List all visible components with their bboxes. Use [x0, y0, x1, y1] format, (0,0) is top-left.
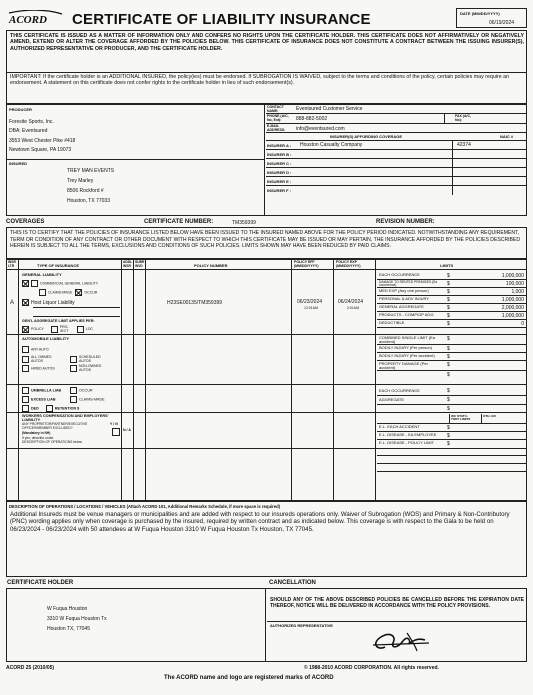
- limit-row: [377, 272, 526, 280]
- col-rule: [7, 260, 19, 500]
- insurer-row: [266, 177, 526, 186]
- limit-label: E.L. DISEASE - EA EMPLOYEE: [379, 432, 437, 437]
- umb-occur-checkbox[interactable]: [70, 387, 77, 394]
- agg-policy-label: POLICY: [31, 326, 44, 331]
- limit-row: [377, 320, 526, 328]
- umb-claims-checkbox[interactable]: [70, 396, 77, 403]
- limit-row: [377, 312, 526, 320]
- contact-name-label: CONTACT NAME:: [267, 105, 284, 113]
- disclaimer-box: [6, 30, 527, 104]
- gl-claims-row: [39, 289, 121, 296]
- auto-owned-row: [22, 355, 72, 363]
- insurer-label: INSURER E :: [267, 179, 292, 184]
- certificate-holder-label: CERTIFICATE HOLDER: [7, 580, 74, 586]
- cancellation-label: CANCELLATION: [269, 580, 316, 586]
- limit-value: 1,000,000: [501, 297, 524, 303]
- agg-loc-checkbox[interactable]: [77, 326, 84, 333]
- th-eff: POLICY EFF (MM/DD/YYYY): [294, 260, 319, 268]
- wc-limits: [377, 412, 526, 448]
- col-rule: [122, 260, 134, 500]
- limit-dollar: $: [447, 346, 450, 352]
- certificate-number-label: CERTIFICATE NUMBER:: [144, 219, 214, 225]
- coverages-label: COVERAGES: [6, 219, 45, 225]
- limit-row: [377, 396, 526, 405]
- holder-divider: [7, 589, 266, 661]
- extra-limits: [377, 448, 526, 500]
- limit-dollar: $: [447, 372, 450, 378]
- umbrella-checkbox[interactable]: [22, 387, 29, 394]
- limit-dollar: $: [447, 313, 450, 319]
- th-exp: POLICY EXP (MM/DD/YYYY): [336, 260, 361, 268]
- th-policy: POLICY NUMBER: [194, 263, 228, 268]
- insurer-naic: [452, 177, 526, 185]
- th-type: TYPE OF INSURANCE: [37, 263, 80, 268]
- gl-underline: [33, 316, 120, 317]
- contact-phone-row: [266, 114, 526, 124]
- limit-dollar: $: [447, 336, 450, 342]
- limit-row: [377, 288, 526, 296]
- insured-line: Houston, TX 77033: [67, 198, 110, 204]
- limit-row: [377, 456, 526, 464]
- nonowned-autos-checkbox[interactable]: [70, 365, 77, 372]
- gl-eff-date: 06/23/2024: [297, 299, 323, 305]
- holder-line: W Fuqua Houston: [47, 606, 88, 612]
- limit-row: [377, 387, 526, 396]
- limit-label: BODILY INJURY (Per accident): [379, 353, 435, 358]
- gl-limits: [377, 270, 526, 334]
- wc-statu-label: WC STATU- TORY LIMITS: [451, 414, 471, 422]
- description-label: DESCRIPTION OF OPERATIONS / LOCATIONS / VEHICLES (Attach ACORD 101, Additional Remarks Schedule, if more space is required): [9, 504, 281, 509]
- gl-policy-number: H23SE00135/TM359399: [167, 300, 223, 306]
- signature-image: [367, 629, 437, 655]
- auto-scheduled-row: [70, 355, 120, 363]
- coverages-text: THIS IS TO CERTIFY THAT THE POLICIES OF INSURANCE LISTED BELOW HAVE BEEN ISSUED TO THE INSURED NAMED ABOVE FOR THE POLICY PERIOD INDICATED. NOTWITHSTANDING ANY REQUIREMENT, TERM OR CONDITION OF ANY CONTRACT OR OTHER DOCUMENT WITH RESPECT TO WHICH THIS CERTIFICATE MAY BE ISSUED OR MAY PERTAIN, THE INSURANCE AFFORDED BY THE POLICIES DESCRIBED HEREIN IS SUBJECT TO ALL THE TERMS, EXCLUSIONS AND CONDITIONS OF SUCH POLICIES. LIMITS SHOWN MAY HAVE BEEN REDUCED BY PAID CLAIMS.: [10, 230, 521, 249]
- gl-agg-label: GEN'L AGGREGATE LIMIT APPLIES PER:: [22, 319, 95, 323]
- limit-label: DEDUCTIBLE: [379, 320, 405, 325]
- wc-yn: Y / N: [110, 422, 118, 426]
- scheduled-autos-label: SCHEDULED AUTOS: [79, 355, 101, 363]
- col-rule: [146, 260, 292, 500]
- limit-dollar: $: [447, 397, 450, 403]
- limit-row: [377, 345, 526, 353]
- naic-label: NAIC #: [500, 134, 514, 139]
- occur-label: OCCUR: [84, 290, 98, 295]
- claims-made-label: CLAIMS-MADE: [48, 290, 73, 295]
- umbrella-label: UMBRELLA LIAB: [31, 388, 62, 393]
- contact-phone: 888-882-5002: [296, 116, 328, 122]
- limit-label: COMBINED SINGLE LIMIT (Ea accident): [379, 335, 435, 344]
- limit-label: BODILY INJURY (Per person): [379, 345, 433, 350]
- date-box: [456, 8, 527, 28]
- rep-divider: [267, 621, 526, 622]
- contact-name: Eventsured Customer Service: [296, 106, 363, 112]
- col-rule: [334, 260, 376, 500]
- holder-box: [6, 588, 527, 662]
- insurer-label: INSURER B :: [267, 152, 292, 157]
- insurer-label: INSURER D :: [267, 170, 292, 175]
- page-title: CERTIFICATE OF LIABILITY INSURANCE: [72, 11, 371, 28]
- excess-label: EXCESS LIAB: [31, 397, 56, 402]
- producer-label: PRODUCER: [9, 107, 32, 112]
- umb-occur-label: OCCUR: [79, 388, 93, 393]
- gl-exp-time: 2:01AM: [347, 306, 360, 310]
- limit-dollar: $: [447, 425, 450, 431]
- gl-agg-row: [22, 325, 120, 333]
- insured-line: 8506 Rockford #: [67, 188, 104, 194]
- limit-value: 1,000,000: [501, 273, 524, 279]
- parties-box: [6, 104, 527, 216]
- acord-logo-text: ACORD: [9, 14, 47, 26]
- gl-exp-date: 06/24/2024: [338, 299, 364, 305]
- limit-row: [377, 440, 526, 448]
- umb-row: [22, 387, 61, 394]
- revision-number-label: REVISION NUMBER:: [376, 219, 435, 225]
- owned-autos-label: ALL OWNED AUTOS: [31, 355, 52, 363]
- limit-label: E.L. DISEASE - POLICY LIMIT: [379, 440, 435, 445]
- limit-dollar: $: [447, 362, 450, 368]
- gl-checkbox[interactable]: [22, 280, 29, 287]
- limit-row: [377, 296, 526, 304]
- insured-label: INSURED: [9, 161, 28, 166]
- producer-line: 3553 West Chester Pike #418: [9, 138, 76, 144]
- limit-row: [377, 280, 526, 288]
- limit-label: EACH OCCURRENCE: [379, 272, 420, 277]
- host-liquor-checkbox[interactable]: [22, 299, 29, 306]
- insurer-row: [266, 186, 526, 195]
- insurer-naic: [452, 186, 526, 195]
- retention-checkbox[interactable]: [46, 405, 53, 412]
- insurer-label: INSURER F :: [267, 188, 291, 193]
- wc-title: WORKERS COMPENSATION AND EMPLOYERS' LIABILITY: [22, 414, 109, 423]
- insurer-label: INSURER C :: [267, 161, 292, 166]
- auto-hired-row: [22, 365, 55, 372]
- limit-value: 1,000: [511, 289, 524, 295]
- coverage-table: [6, 259, 527, 501]
- limit-label: E.L. EACH ACCIDENT: [379, 424, 420, 429]
- gl-underline: [33, 307, 120, 308]
- coverages-text-box: [6, 227, 527, 259]
- wc-desc: DESCRIPTION OF OPERATIONS below: [22, 440, 82, 444]
- limit-dollar: $: [447, 441, 450, 447]
- limit-dollar: $: [447, 354, 450, 360]
- holder-header-row: [6, 579, 527, 588]
- limit-row: [377, 353, 526, 361]
- description-text: Additional Insureds must be venue managers or municipalities and are added with respect to our insureds operations only. Waiver of Subrogation (WOS) and Primary & Non-Contributory (PNC) wording applies only when coverage is purchased by the insured, required by written contract and as indicated below. This coverage is with respect to the Gala to be held on 06/23/2024 - 06/23/2024 with 50 attendees at W Fuqua Houston 3310 W Fuqua Houston Tx Houston, TX 77045.: [10, 511, 510, 533]
- producer-line: Newtown Square, PA 19073: [9, 147, 72, 153]
- insurer-row: [266, 168, 526, 177]
- auto-section: AUTOMOBILE LIABILITY: [22, 336, 70, 341]
- limit-row: [377, 464, 526, 472]
- description-box: [6, 501, 527, 577]
- contact-email: info@eventsured.com: [296, 126, 345, 132]
- occur-checkbox[interactable]: [75, 289, 82, 296]
- owned-autos-checkbox[interactable]: [22, 356, 29, 363]
- umb-claims-row: [70, 396, 105, 403]
- insured-line: TREY MAN EVENTS: [67, 168, 115, 174]
- umb-occur-row: [70, 387, 93, 394]
- limit-label: PERSONAL & ADV INJURY: [379, 296, 430, 301]
- gl-insurer-letter: A: [10, 300, 15, 306]
- holder-line: 3310 W Fuqua Houston Tx: [47, 616, 107, 622]
- limit-label: MED EXP (Any one person): [379, 288, 429, 293]
- limit-dollar: $: [447, 388, 450, 394]
- insurer-naic: [452, 159, 526, 167]
- wc-statu-row: [377, 414, 526, 424]
- gl-eff-time: 12:01AM: [304, 306, 319, 310]
- producer-line: DBA: Eventsured: [9, 128, 48, 134]
- phone-label: PHONE (A/C, No, Ext):: [267, 114, 289, 122]
- th-addl: ADDL INSR: [123, 260, 133, 268]
- coverages-bar: [6, 218, 527, 227]
- limit-row: [377, 304, 526, 312]
- retention-label: RETENTION $: [54, 406, 80, 411]
- limit-value: 2,000,000: [501, 305, 524, 311]
- table-header: [7, 260, 526, 270]
- insurers-header-row: [266, 133, 526, 141]
- auto-limits: [377, 334, 526, 384]
- limit-dollar: $: [447, 297, 450, 303]
- limit-dollar: $: [447, 289, 450, 295]
- col-rule: [134, 260, 146, 500]
- date-value: 06/19/2024: [489, 20, 515, 26]
- th-subr: SUBR WVD: [135, 260, 145, 268]
- limit-dollar: $: [447, 273, 450, 279]
- contact-email-row: [266, 124, 526, 133]
- insurer-naic: [452, 150, 526, 158]
- col-rule: [19, 260, 122, 500]
- umb-limits: [377, 384, 526, 412]
- disclaimer-text: THIS CERTIFICATE IS ISSUED AS A MATTER OF INFORMATION ONLY AND CONFERS NO RIGHTS UPON THE CERTIFICATE HOLDER. THIS CERTIFICATE DOES NOT AFFIRMATIVELY OR NEGATIVELY AMEND, EXTEND OR ALTER THE COVERAGE AFFORDED BY THE POLICIES BELOW. THIS CERTIFICATE OF INSURANCE DOES NOT CONSTITUTE A CONTRACT BETWEEN THE ISSUING INSURER(S), AUTHORIZED REPRESENTATIVE OR PRODUCER, AND THE CERTIFICATE HOLDER.: [10, 33, 524, 52]
- insurers-header: INSURER(S) AFFORDING COVERAGE: [330, 134, 403, 139]
- insurer-row: [266, 159, 526, 168]
- gl-section: GENERAL LIABILITY: [22, 272, 62, 277]
- agg-project-label: PRO- JECT: [59, 325, 69, 333]
- insurer-label: INSURER A :: [267, 143, 292, 148]
- copyright-text: © 1988-2010 ACORD CORPORATION. All rights reserved.: [304, 665, 439, 671]
- limit-label: AGGREGATE: [379, 397, 405, 402]
- acord-logo: [6, 10, 64, 26]
- limit-label: EACH OCCURRENCE: [379, 388, 420, 393]
- scheduled-autos-checkbox[interactable]: [70, 356, 77, 363]
- limit-dollar: $: [447, 321, 450, 327]
- limit-label: DAMAGE TO RENTED PREMISES (Ea occurrence): [379, 280, 438, 288]
- important-divider: [7, 72, 526, 73]
- gl-cgl-row: [22, 280, 120, 287]
- insured-divider: [7, 159, 265, 160]
- nonowned-autos-label: NON-OWNED AUTOS: [79, 364, 102, 372]
- host-liquor-label: Host Liquor Liability: [31, 299, 75, 306]
- insurer-row: [266, 141, 526, 150]
- producer-line: Foresite Sports, Inc.: [9, 119, 54, 125]
- wc-oth-label: OTH- ER: [481, 414, 497, 424]
- limit-row: [377, 371, 526, 379]
- date-label: DATE (MM/DD/YYYY): [460, 11, 500, 16]
- limit-row: [377, 448, 526, 456]
- insurer-naic: [452, 168, 526, 176]
- th-limits: LIMITS: [440, 263, 454, 268]
- limit-value: 1,000,000: [501, 313, 524, 319]
- limit-row: [377, 432, 526, 440]
- insurer-row: [266, 150, 526, 159]
- limit-value: 100,000: [505, 281, 524, 287]
- important-text: IMPORTANT: If the certificate holder is an ADDITIONAL INSURED, the policy(ies) must be endorsed. If SUBROGATION IS WAIVED, subject to the terms and conditions of the policy, certain policies may require an endorsement. A statement on this certificate does not confer rights to the certificate holder in lieu of such endorsement(s).: [10, 74, 510, 87]
- limit-dollar: $: [447, 433, 450, 439]
- host-liquor-row: [22, 299, 120, 306]
- ded-label: DED: [31, 406, 39, 411]
- umb-claims-label: CLAIMS-MADE: [79, 397, 105, 402]
- ded-checkbox[interactable]: [22, 405, 29, 412]
- trademark-text: The ACORD name and logo are registered marks of ACORD: [164, 675, 334, 681]
- insurer-name: Houston Casualty Company: [300, 142, 363, 148]
- hired-autos-label: HIRED AUTOS: [31, 366, 55, 371]
- contact-name-row: [266, 105, 526, 114]
- wc-yn-box: [112, 428, 120, 436]
- cgl-checkbox[interactable]: [31, 280, 38, 287]
- cancellation-text: SHOULD ANY OF THE ABOVE DESCRIBED POLICIES BE CANCELLED BEFORE THE EXPIRATION DATE THEREOF, NOTICE WILL BE DELIVERED IN ACCORDANCE WITH THE POLICY PROVISIONS.: [270, 597, 524, 610]
- hired-autos-checkbox[interactable]: [22, 365, 29, 372]
- insured-line: Trey Marley: [67, 178, 94, 184]
- auto-any-row: [22, 346, 49, 353]
- limit-label: GENERAL AGGREGATE: [379, 304, 424, 309]
- limit-dollar: $: [447, 281, 450, 287]
- agg-loc-label: LOC: [85, 326, 93, 331]
- certificate-page: [6, 8, 527, 690]
- fax-label: FAX (A/C, No):: [455, 114, 471, 122]
- limit-dollar: $: [447, 305, 450, 311]
- any-auto-checkbox[interactable]: [22, 346, 29, 353]
- excess-checkbox[interactable]: [22, 396, 29, 403]
- wc-mand: (Mandatory in NH): [22, 431, 51, 435]
- wc-any-text: ANY PROPRIETOR/PARTNER/EXECUTIVE OFFICER/MEMBER EXCLUDED?: [22, 422, 88, 430]
- excess-row: [22, 396, 56, 403]
- th-ltr: INSR LTR: [8, 260, 16, 268]
- email-label: E-MAIL ADDRESS:: [267, 124, 286, 132]
- any-auto-label: ANY AUTO: [31, 347, 49, 352]
- claims-made-checkbox[interactable]: [39, 289, 46, 296]
- agg-policy-checkbox[interactable]: [22, 326, 29, 333]
- limit-dollar: $: [447, 406, 450, 412]
- insurer-naic: 42374: [452, 141, 526, 149]
- wc-na: N / A: [123, 428, 131, 432]
- fax-cell: [444, 114, 526, 123]
- wc-ifyes: If yes, describe under: [22, 436, 54, 440]
- limit-label: PROPERTY DAMAGE (Per accident): [379, 361, 428, 370]
- holder-line: Houston TX, 77045: [47, 626, 90, 632]
- limit-row: [377, 335, 526, 345]
- form-number: ACORD 25 (2010/05): [6, 665, 55, 671]
- auto-nonowned-row: [70, 364, 120, 372]
- limit-value: 0: [521, 321, 524, 327]
- certificate-number: TM359399: [232, 220, 256, 226]
- col-rule: [292, 260, 334, 500]
- agg-project-checkbox[interactable]: [51, 326, 58, 333]
- limit-row: [377, 424, 526, 432]
- authorized-rep-label: AUTHORIZED REPRESENTATIVE: [270, 623, 333, 628]
- ded-row: [22, 405, 79, 412]
- limit-label: PRODUCTS - COMP/OP AGG: [379, 312, 434, 317]
- limit-row: [377, 361, 526, 371]
- cgl-label: COMMERCIAL GENERAL LIABILITY: [40, 281, 99, 286]
- wc-statu-sep: [449, 414, 450, 424]
